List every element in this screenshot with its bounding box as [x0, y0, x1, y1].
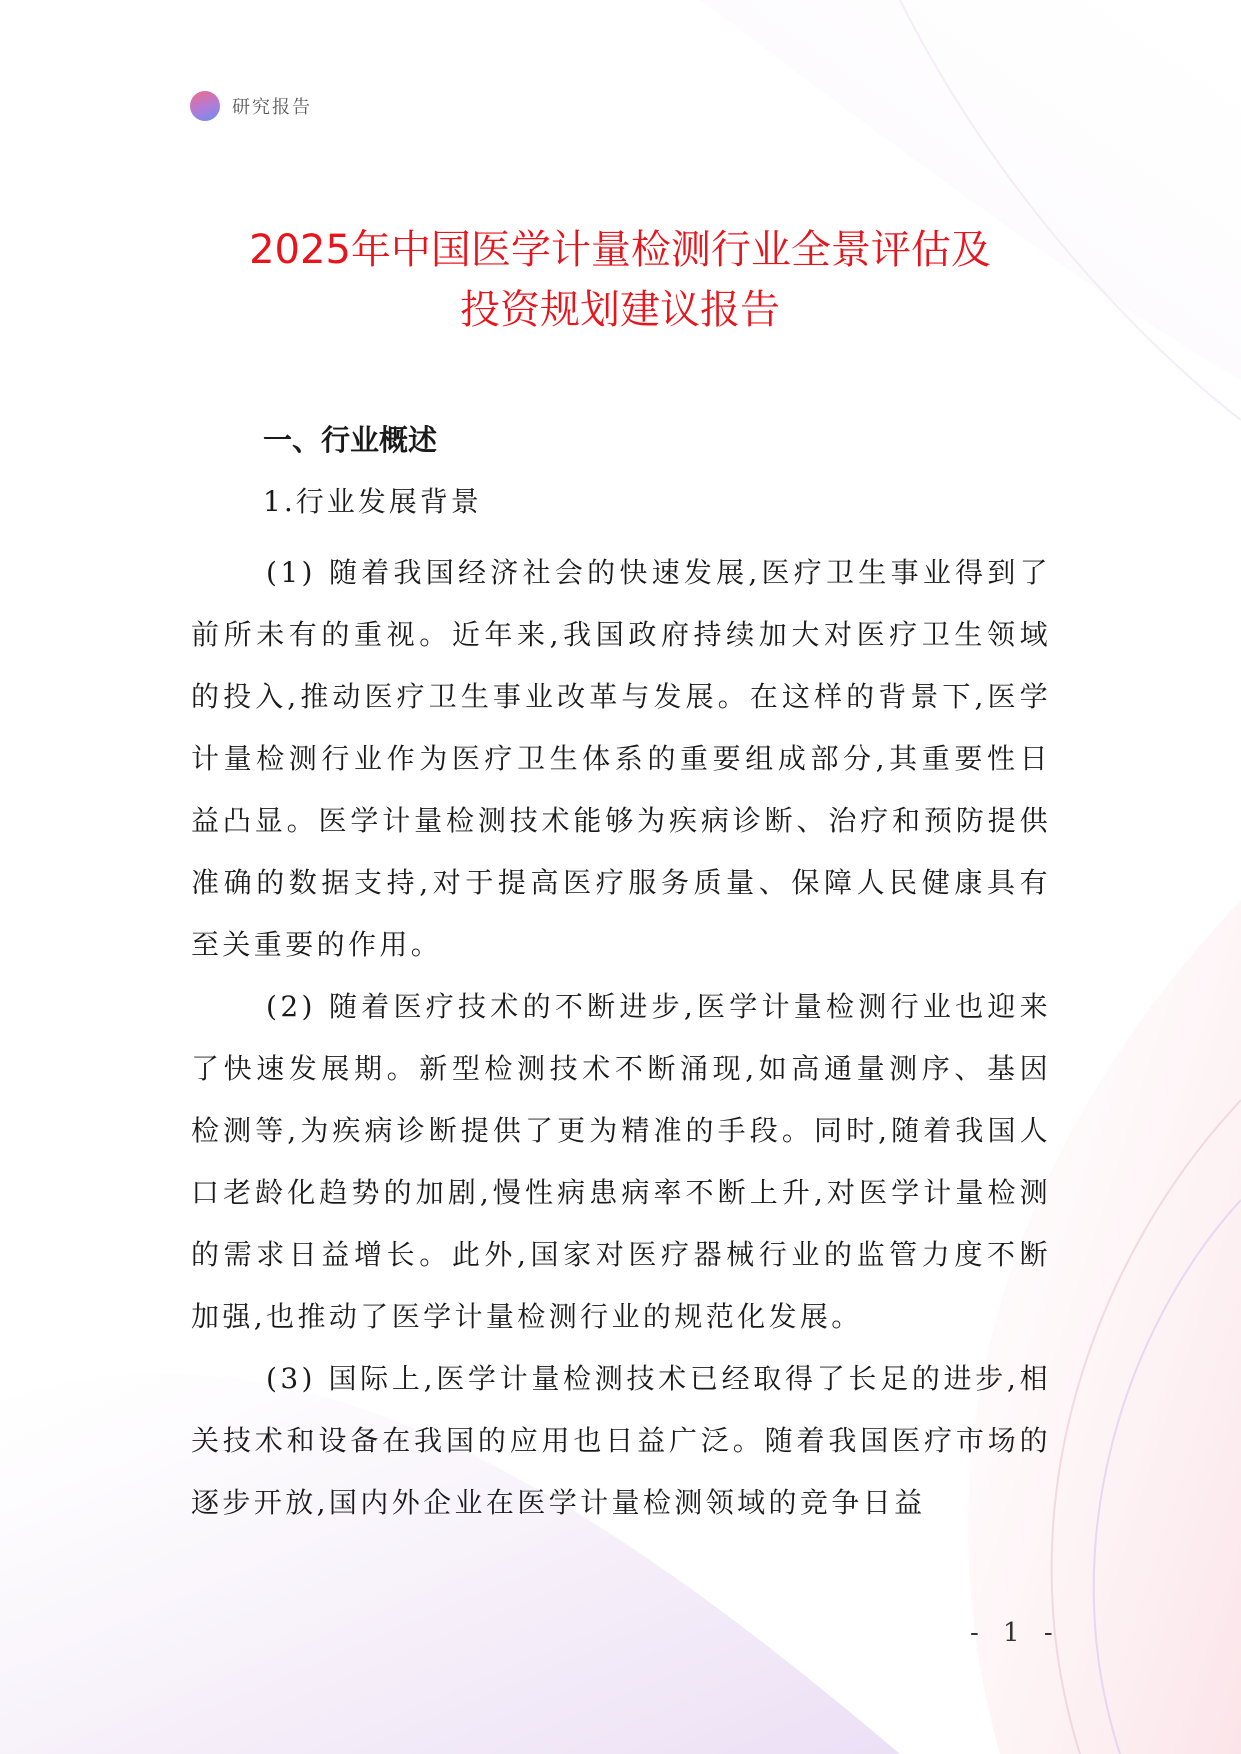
logo-circle-icon [190, 91, 220, 121]
paragraph-3: (3) 国际上,医学计量检测技术已经取得了长足的进步,相关技术和设备在我国的应用也日益广泛。随着我国医疗市场的逐步开放,国内外企业在医学计量检测领域的竞争日益 [191, 1362, 1051, 1519]
paragraph-1: (1) 随着我国经济社会的快速发展,医疗卫生事业得到了前所未有的重视。近年来,我国政府持续加大对医疗卫生领域的投入,推动医疗卫生事业改革与发展。在这样的背景下,医学计量检测行业作为医疗卫生体系的重要组成部分,其重要性日益凸显。医学计量检测技术能够为疾病诊断、治疗和预防提供准确的数据支持,对于提高医疗服务质量、保障人民健康具有至关重要的作用。 [191, 556, 1051, 961]
document-body [191, 418, 1051, 1534]
title-line-2: 投资规划建议报告 [460, 287, 780, 333]
paragraph-2: (2) 随着医疗技术的不断进步,医学计量检测行业也迎来了快速发展期。新型检测技术不断涌现,如高通量测序、基因检测等,为疾病诊断提供了更为精准的手段。同时,随着我国人口老龄化趋势的加剧,慢性病患病率不断上升,对医学计量检测的需求日益增长。此外,国家对医疗器械行业的监管力度不断加强,也推动了医学计量检测行业的规范化发展。 [191, 990, 1051, 1333]
page-number: - 1 - [970, 1618, 1061, 1648]
report-header [190, 90, 312, 122]
title-line-1: 2025年中国医学计量检测行业全景评估及 [249, 227, 991, 273]
section-heading: 一、行业概述 [263, 423, 438, 457]
header-label: 研究报告 [232, 97, 312, 118]
document-title [150, 220, 1090, 340]
subsection-heading: 1.行业发展背景 [263, 485, 482, 518]
